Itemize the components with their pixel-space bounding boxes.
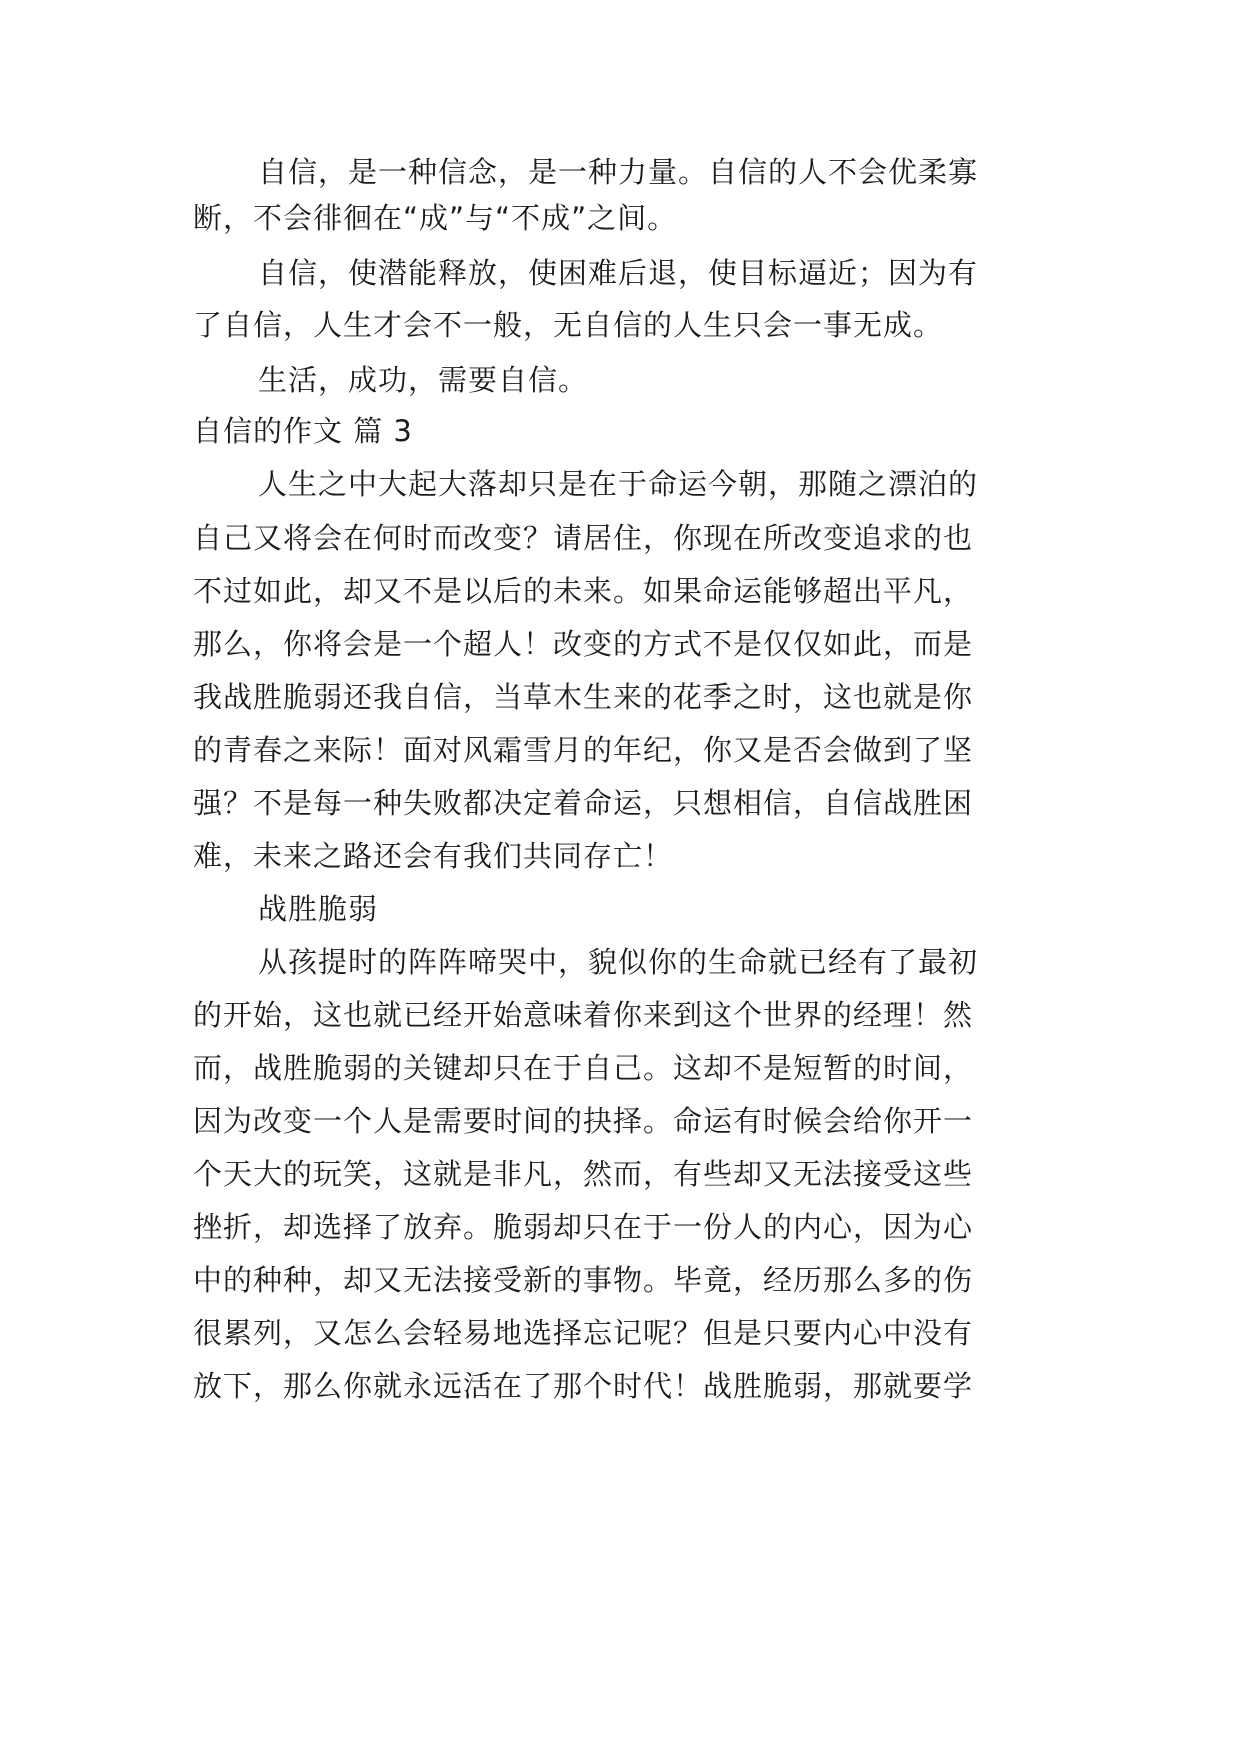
paragraph-line: 了自信，人生才会不一般，无自信的人生只会一事无成。 xyxy=(193,308,944,342)
paragraph-line: 而，战胜脆弱的关键却只在于自己。这却不是短暂的时间， xyxy=(193,1051,974,1085)
paragraph-line: 难，未来之路还会有我们共同存亡！ xyxy=(193,839,674,873)
paragraph-line: 的开始，这也就已经开始意味着你来到这个世界的经理！然 xyxy=(193,998,974,1032)
paragraph-line: 自信，是一种信念，是一种力量。自信的人不会优柔寡 xyxy=(258,155,979,189)
paragraph-line: 个天大的玩笑，这就是非凡，然而，有些却又无法接受这些 xyxy=(193,1157,974,1191)
subheading: 战胜脆弱 xyxy=(258,892,379,926)
paragraph-line: 那么，你将会是一个超人！改变的方式不是仅仅如此，而是 xyxy=(193,627,974,661)
paragraph-line: 不过如此，却又不是以后的未来。如果命运能够超出平凡， xyxy=(193,574,974,608)
paragraph-line: 人生之中大起大落却只是在于命运今朝，那随之漂泊的 xyxy=(258,467,979,501)
paragraph-line: 从孩提时的阵阵啼哭中，貌似你的生命就已经有了最初 xyxy=(258,945,979,979)
paragraph-line: 自信，使潜能释放，使困难后退，使目标逼近；因为有 xyxy=(258,256,979,290)
paragraph-line: 挫折，却选择了放弃。脆弱却只在于一份人的内心，因为心 xyxy=(193,1210,974,1244)
paragraph-line: 生活，成功，需要自信。 xyxy=(258,363,589,397)
paragraph-line: 强？不是每一种失败都决定着命运，只想相信，自信战胜困 xyxy=(193,786,974,820)
paragraph-line: 自己又将会在何时而改变？请居住，你现在所改变追求的也 xyxy=(193,521,974,555)
section-heading: 自信的作文 篇 3 xyxy=(193,414,413,448)
paragraph-line: 断，不会徘徊在“成”与“不成”之间。 xyxy=(193,201,678,235)
paragraph-line: 放下，那么你就永远活在了那个时代！战胜脆弱，那就要学 xyxy=(193,1369,974,1403)
paragraph-line: 中的种种，却又无法接受新的事物。毕竟，经历那么多的伤 xyxy=(193,1263,974,1297)
paragraph-line: 因为改变一个人是需要时间的抉择。命运有时候会给你开一 xyxy=(193,1104,974,1138)
paragraph-line: 我战胜脆弱还我自信，当草木生来的花季之时，这也就是你 xyxy=(193,680,974,714)
paragraph-line: 很累列，又怎么会轻易地选择忘记呢？但是只要内心中没有 xyxy=(193,1316,974,1350)
paragraph-line: 的青春之来际！面对风霜雪月的年纪，你又是否会做到了坚 xyxy=(193,733,974,767)
